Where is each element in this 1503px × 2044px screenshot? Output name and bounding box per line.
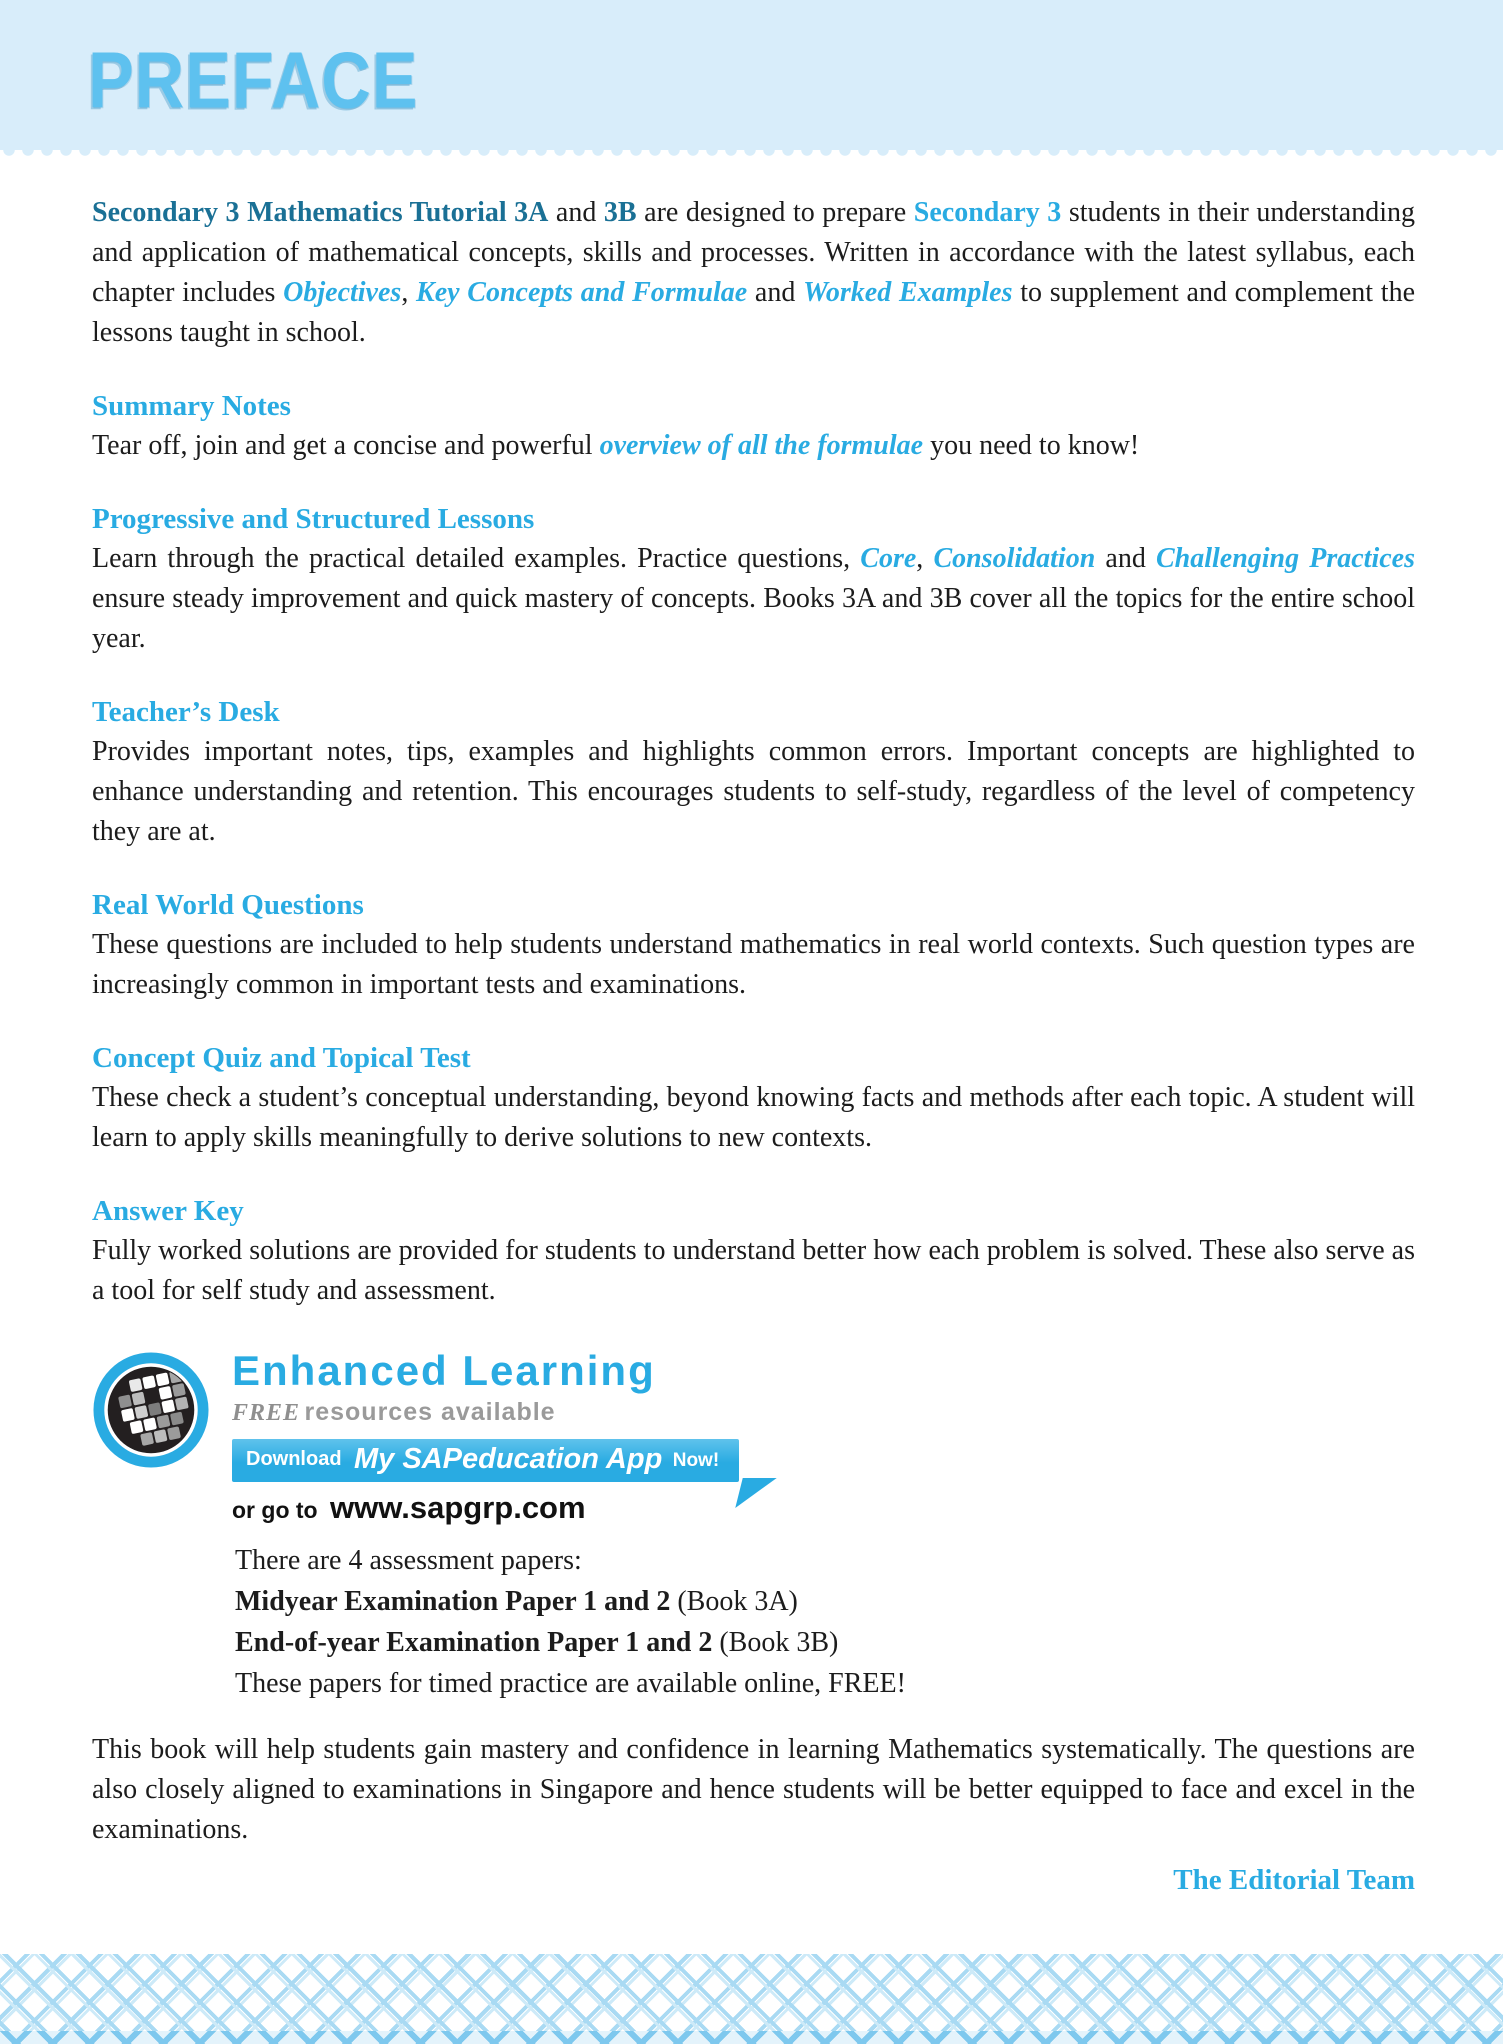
assessment-outro: These papers for timed practice are available online, FREE!	[235, 1668, 906, 1699]
header-band	[0, 0, 1503, 150]
assessment-item-midyear: Midyear Examination Paper 1 and 2 (Book 3A)	[235, 1586, 798, 1617]
enhanced-learning-block	[92, 1349, 1415, 1526]
section-body-progressive-lessons: Learn through the practical detailed examples. Practice questions, Core, Consolidation and Challenging Practices ensure steady improvement and quick mastery of concepts. Books 3A and 3B cover all the topics for the entire school year.	[92, 543, 1415, 654]
download-app-banner[interactable]	[232, 1439, 739, 1482]
section-heading-answer-key: Answer Key	[92, 1195, 244, 1227]
content	[0, 159, 1503, 1897]
goto-prefix: or go to	[232, 1497, 318, 1523]
scallop-edge	[0, 150, 1503, 159]
assessment-intro: There are 4 assessment papers:	[235, 1545, 582, 1576]
section-heading-progressive-lessons: Progressive and Structured Lessons	[92, 503, 535, 535]
free-label: FREE	[232, 1400, 301, 1426]
download-label: Download	[246, 1448, 342, 1470]
website-line	[232, 1490, 739, 1526]
enhanced-learning-title: Enhanced Learning	[232, 1347, 656, 1394]
free-resources-line	[232, 1397, 739, 1431]
abacus-logo-icon	[92, 1351, 210, 1469]
section-body-answer-key: Fully worked solutions are provided for students to understand better how each problem is solved. These also serve as a tool for self study and assessment.	[92, 1235, 1415, 1306]
assessment-item-endofyear: End-of-year Examination Paper 1 and 2 (Book 3B)	[235, 1627, 839, 1658]
enhanced-learning-text	[232, 1349, 739, 1526]
section-body-real-world-questions: These questions are included to help students understand mathematics in real world contexts. Such question types are increasingly common in important tests and examinations.	[92, 929, 1415, 1000]
section-heading-teachers-desk: Teacher’s Desk	[92, 696, 280, 728]
page-title: PREFACE	[88, 35, 419, 125]
app-name-label: My SAPeducation App	[354, 1443, 663, 1475]
resources-available-label: resources available	[304, 1398, 556, 1426]
closing-paragraph: This book will help students gain mastery and confidence in learning Mathematics systematically. The questions are also closely aligned to examinations in Singapore and hence students will be better equipped to face and excel in the examinations.	[92, 1734, 1415, 1845]
section-heading-concept-quiz: Concept Quiz and Topical Test	[92, 1042, 471, 1074]
section-heading-summary-notes: Summary Notes	[92, 390, 291, 422]
bottom-lattice-pattern	[0, 1954, 1503, 2044]
section-body-concept-quiz: These check a student’s conceptual understanding, beyond knowing facts and methods after each topic. A student will learn to apply skills meaningfully to derive solutions to new contexts.	[92, 1082, 1415, 1153]
website-link[interactable]: www.sapgrp.com	[330, 1490, 586, 1525]
section-body-summary-notes: Tear off, join and get a concise and powerful overview of all the formulae you need to know!	[92, 430, 1140, 461]
intro-paragraph: Secondary 3 Mathematics Tutorial 3A and 3B are designed to prepare Secondary 3 students in their understanding and application of mathematical concepts, skills and processes. Written in accordance with the latest syllabus, each chapter includes Objectives, Key Concepts and Formulae and Worked Examples to supplement and complement the lessons taught in school.	[92, 197, 1415, 348]
assessment-papers	[92, 1540, 1415, 1704]
section-body-teachers-desk: Provides important notes, tips, examples and highlights common errors. Important concepts are highlighted to enhance understanding and retention. This encourages students to self-study, regardless of the level of competency they are at.	[92, 736, 1415, 847]
now-label: Now!	[672, 1450, 720, 1471]
signature: The Editorial Team	[1173, 1864, 1415, 1896]
section-heading-real-world-questions: Real World Questions	[92, 889, 364, 921]
